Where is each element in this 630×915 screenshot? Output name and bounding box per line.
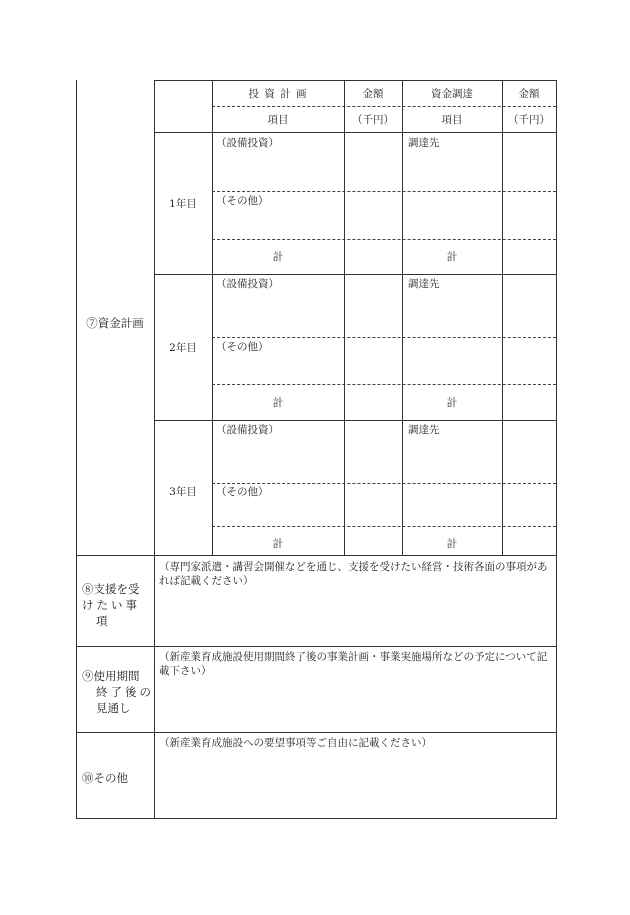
table-top-border: [154, 80, 557, 81]
year3-total2-label: 計: [446, 538, 458, 550]
year1-total-label: 計: [272, 251, 284, 263]
year3-capex-label: （設備投資）: [216, 424, 279, 436]
header-dashed-divider: [212, 106, 556, 107]
section7-bottom-border: [76, 555, 557, 556]
year-column-divider: [212, 80, 213, 556]
year1-capex-label: （設備投資）: [216, 137, 279, 149]
section8-label-line3: 項: [96, 614, 108, 628]
year1-bottom-border: [154, 274, 557, 275]
year3-total-label: 計: [272, 538, 284, 550]
frame-right-border: [556, 80, 557, 819]
section9-note: （新産業育成施設使用期間終了後の事業計画・事業実施場所などの予定について記載下さい）: [159, 651, 548, 677]
header-bottom-border: [154, 132, 557, 133]
section8-label-line1: ⑧支援を受: [82, 582, 140, 596]
year2-capex-divider: [212, 337, 556, 338]
section8-bottom-border: [76, 646, 557, 647]
frame-bottom-border: [76, 818, 557, 819]
year2-label: 2年目: [169, 342, 197, 354]
label-column-divider: [154, 80, 155, 819]
year2-other-divider: [212, 384, 556, 385]
frame-left-border: [76, 80, 77, 819]
section7-label: ⑦資金計画: [86, 316, 144, 330]
year3-source-label: 調達先: [408, 424, 440, 436]
year2-other-label: （その他）: [216, 341, 269, 353]
header-item: 項目: [267, 114, 289, 126]
section9-bottom-border: [76, 732, 557, 733]
section8-note: （専門家派遣・講習会開催などを通じ、支援を受けたい経営・技術各面の事項があれば記載ください）: [159, 561, 548, 587]
year1-source-label: 調達先: [408, 137, 440, 149]
header-amount2: 金額: [518, 88, 540, 100]
header-unit2: （千円）: [508, 114, 550, 126]
year2-capex-label: （設備投資）: [216, 278, 279, 290]
year2-bottom-border: [154, 420, 557, 421]
year3-capex-divider: [212, 483, 556, 484]
section10-label: ⑩その他: [82, 771, 128, 785]
year3-label: 3年目: [169, 486, 197, 498]
header-amount: 金額: [362, 88, 384, 100]
year1-other-divider: [212, 239, 556, 240]
year2-total-label: 計: [272, 397, 284, 409]
section9-label-line1: ⑨使用期間: [82, 669, 140, 683]
header-unit: （千円）: [352, 114, 394, 126]
section10-note: （新産業育成施設への要望事項等ご自由に記載ください）: [159, 737, 432, 749]
year1-other-label: （その他）: [216, 195, 269, 207]
year1-capex-divider: [212, 191, 556, 192]
year3-other-divider: [212, 526, 556, 527]
header-item2: 項目: [441, 114, 463, 126]
amount-column-divider: [344, 80, 345, 556]
section9-label-line2: 終了後の: [96, 685, 154, 699]
year1-label: 1年目: [169, 198, 197, 210]
funding-column-divider: [402, 80, 403, 556]
section8-label-line2: けたい事: [82, 598, 140, 612]
amount2-column-divider: [502, 80, 503, 556]
year3-other-label: （その他）: [216, 486, 269, 498]
header-funding: 資金調達: [431, 88, 473, 100]
year2-total2-label: 計: [446, 397, 458, 409]
year1-total2-label: 計: [446, 251, 458, 263]
year2-source-label: 調達先: [408, 278, 440, 290]
header-investment-plan: 投 資 計 画: [248, 88, 308, 100]
section9-label-line3: 見通し: [96, 701, 131, 715]
